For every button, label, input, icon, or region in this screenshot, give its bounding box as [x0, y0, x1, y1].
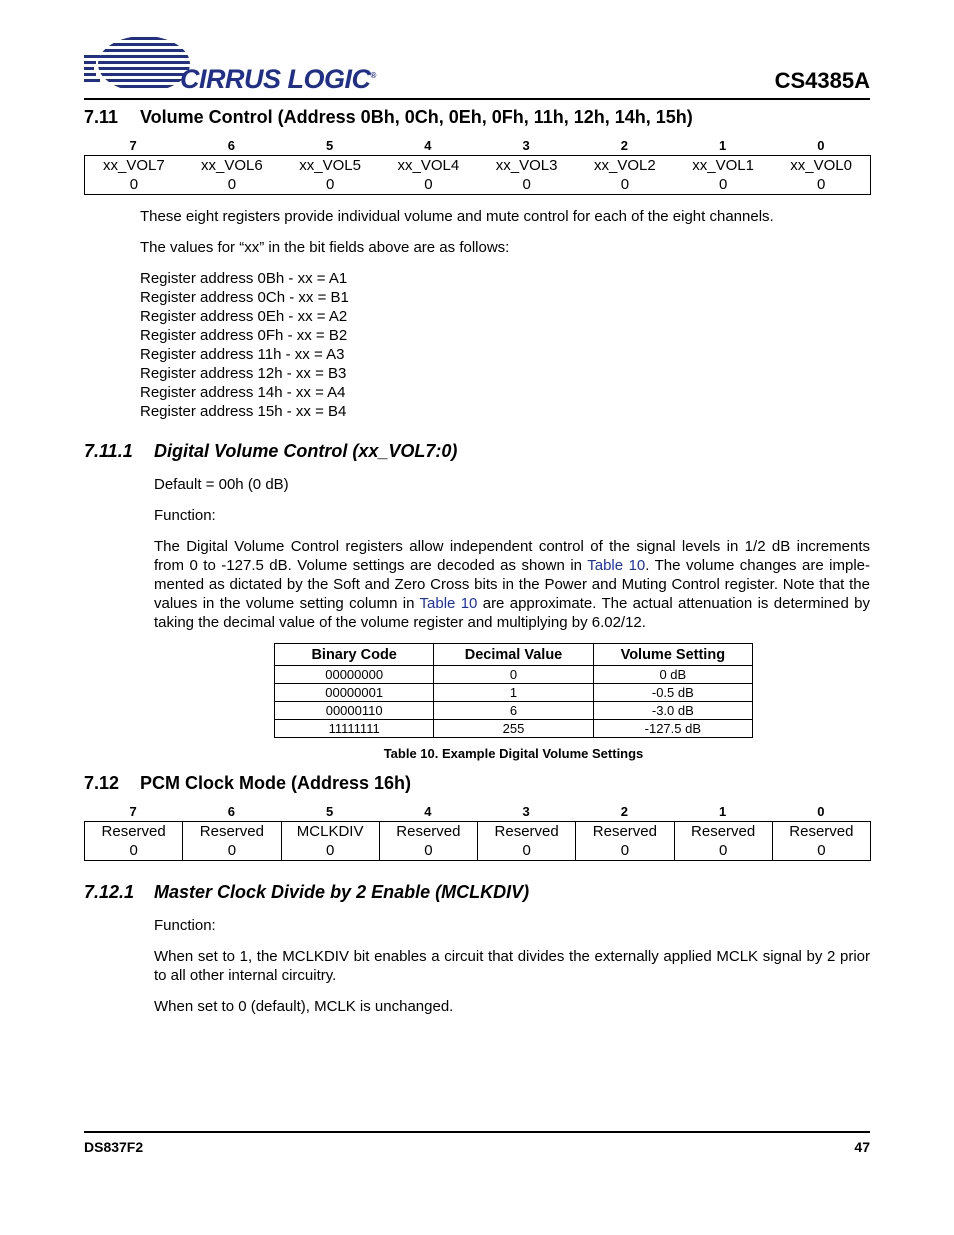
list-item: Register address 14h - xx = A4 — [140, 384, 346, 401]
table-caption: Table 10. Example Digital Volume Settings — [383, 746, 644, 761]
section-title: Digital Volume Control (xx_VOL7:0) — [154, 441, 458, 461]
bit-number: 2 — [620, 138, 628, 153]
section-number: 7.11.1 — [84, 441, 133, 461]
register-bit-default: 0 — [85, 841, 183, 861]
register-name-row — [85, 822, 871, 842]
register-bit-name: MCLKDIV — [281, 822, 379, 842]
section-number: 7.12 — [84, 773, 120, 793]
function-label: Function: — [154, 507, 216, 524]
table-row — [275, 666, 753, 684]
bit-number: 0 — [817, 804, 825, 819]
bit-number: 6 — [227, 138, 235, 153]
register-bit-name: Reserved — [576, 822, 674, 842]
bit-number: 2 — [620, 804, 628, 819]
volume-bit-numbers — [84, 138, 870, 153]
register-bit-default: 0 — [816, 176, 826, 193]
register-bit-name: xx_VOL1 — [692, 157, 754, 174]
logo-wordmark: CIRRUS LOGIC® — [180, 64, 376, 94]
register-bit-name: xx_VOL2 — [594, 157, 656, 174]
register-bit-default: 0 — [620, 176, 630, 193]
register-bit-default: 0 — [522, 176, 531, 193]
register-bit-name: xx_VOL4 — [397, 157, 460, 174]
header-rule — [84, 98, 870, 100]
bit-number: 1 — [719, 138, 727, 153]
bit-number: 3 — [522, 138, 530, 153]
register-address-list — [140, 269, 349, 421]
volume-register-table — [84, 155, 871, 195]
bit-number: 6 — [227, 804, 235, 819]
register-bit-name: xx_VOL7 — [103, 157, 165, 174]
register-bit-name: Reserved — [478, 822, 576, 842]
paragraph-text: . The volume changes are imple-mented as dictated by the Soft and Zero Cross bits in the Power and Muting Control register. Note that the values in the volume setting column in — [154, 557, 870, 612]
bit-number: 3 — [522, 804, 530, 819]
section-7-11-1-heading — [84, 441, 457, 462]
values-intro-text: The values for “xx” in the bit fields above are as follows: — [140, 239, 510, 256]
pcm-clock-register-table — [84, 821, 871, 861]
register-bit-default: 0 — [576, 841, 674, 861]
section-7-12-heading — [84, 773, 411, 794]
pcm-bit-numbers — [84, 804, 870, 819]
bit-number: 7 — [129, 804, 137, 819]
column-header: Decimal Value — [434, 644, 593, 666]
section-title: PCM Clock Mode (Address 16h) — [140, 773, 412, 793]
function-label: Function: — [154, 917, 216, 934]
list-item: Register address 12h - xx = B3 — [140, 365, 347, 382]
register-bit-default: 0 — [227, 176, 237, 193]
logo-globe-icon — [84, 34, 194, 94]
table-row — [275, 702, 753, 720]
register-bit-name: Reserved — [85, 822, 183, 842]
table-cell: -0.5 dB — [593, 684, 752, 702]
register-bit-name: Reserved — [379, 822, 477, 842]
list-item: Register address 0Fh - xx = B2 — [140, 327, 348, 344]
table-cell: 11111111 — [275, 720, 434, 738]
table-cell: -3.0 dB — [593, 702, 752, 720]
list-item: Register address 15h - xx = B4 — [140, 403, 347, 420]
section-title: Master Clock Divide by 2 Enable (MCLKDIV) — [154, 882, 530, 902]
register-bit-default: 0 — [718, 176, 728, 193]
volume-intro-text: These eight registers provide individual volume and mute control for each of the eight channels. — [140, 208, 774, 225]
table-cell: 00000001 — [275, 684, 434, 702]
table-cell: 6 — [434, 702, 593, 720]
column-header: Volume Setting — [593, 644, 752, 666]
mclkdiv-clear-paragraph: When set to 0 (default), MCLK is unchanged. — [154, 998, 454, 1015]
paragraph-text: The Digital Volume Control registers allow independent control of the signal levels in 1/2 dB increments from 0 to -127.5 dB. Volume settings are decoded as shown in — [154, 538, 870, 574]
register-name-row — [85, 156, 871, 176]
table-row — [275, 684, 753, 702]
register-bit-default: 0 — [478, 841, 576, 861]
table-cell: 1 — [434, 684, 593, 702]
register-bit-name: xx_VOL6 — [201, 157, 263, 174]
register-bit-name: xx_VOL3 — [495, 157, 558, 174]
volume-settings-table — [274, 643, 753, 738]
document-id: DS837F2 — [84, 1139, 144, 1155]
table-cell: 0 dB — [593, 666, 752, 684]
table-cell: 0 — [434, 666, 593, 684]
table-10-link[interactable]: Table 10 — [587, 557, 646, 574]
bit-number: 0 — [817, 138, 825, 153]
footer-rule — [84, 1131, 870, 1133]
bit-number: 1 — [719, 804, 727, 819]
bit-number: 5 — [326, 804, 334, 819]
mclkdiv-set-paragraph: When set to 1, the MCLKDIV bit enables a circuit that divides the externally applied MCLK signal by 2 prior to all other internal circuitry. — [154, 948, 870, 984]
table-cell: -127.5 dB — [593, 720, 752, 738]
register-bit-default: 0 — [379, 841, 477, 861]
table-cell: 255 — [434, 720, 593, 738]
register-bit-default: 0 — [424, 176, 433, 193]
section-title: Volume Control (Address 0Bh, 0Ch, 0Eh, 0Fh, 11h, 12h, 14h, 15h) — [140, 107, 693, 127]
register-bit-default: 0 — [183, 841, 281, 861]
register-bit-default: 0 — [281, 841, 379, 861]
list-item: Register address 0Ch - xx = B1 — [140, 289, 349, 306]
cirrus-logic-logo — [84, 34, 376, 96]
table-header-row — [275, 644, 753, 666]
section-7-12-1-heading — [84, 882, 529, 903]
bit-number: 7 — [129, 138, 137, 153]
list-item: Register address 0Eh - xx = A2 — [140, 308, 348, 325]
page-number: 47 — [854, 1139, 870, 1155]
table-cell: 00000000 — [275, 666, 434, 684]
table-cell: 00000110 — [275, 702, 434, 720]
volume-description-paragraph — [154, 537, 870, 632]
register-bit-default: 0 — [772, 841, 870, 861]
register-bit-name: Reserved — [772, 822, 870, 842]
list-item: Register address 0Bh - xx = A1 — [140, 270, 348, 287]
register-bit-name: xx_VOL5 — [299, 157, 361, 174]
section-number: 7.12.1 — [84, 882, 135, 902]
section-7-11-heading — [84, 107, 693, 128]
section-number: 7.11 — [84, 107, 119, 127]
register-bit-name: xx_VOL0 — [790, 157, 852, 174]
bit-number: 4 — [424, 804, 432, 819]
table-row — [275, 720, 753, 738]
table-10-link[interactable]: Table 10 — [419, 595, 478, 612]
register-bit-default: 0 — [129, 176, 139, 193]
register-bit-default: 0 — [325, 176, 335, 193]
bit-number: 5 — [326, 138, 334, 153]
register-bit-name: Reserved — [674, 822, 772, 842]
register-default-row — [85, 841, 871, 861]
part-number: CS4385A — [774, 68, 870, 93]
list-item: Register address 11h - xx = A3 — [140, 346, 345, 363]
register-bit-default: 0 — [674, 841, 772, 861]
default-value-text: Default = 00h (0 dB) — [154, 476, 289, 493]
column-header: Binary Code — [275, 644, 434, 666]
bit-number: 4 — [424, 138, 432, 153]
register-default-row — [85, 175, 871, 195]
register-bit-name: Reserved — [183, 822, 281, 842]
paragraph-text: are approximate. The actual attenuation is determined by taking the decimal value of the volume register and multiplying by 6.02/12. — [154, 595, 870, 631]
